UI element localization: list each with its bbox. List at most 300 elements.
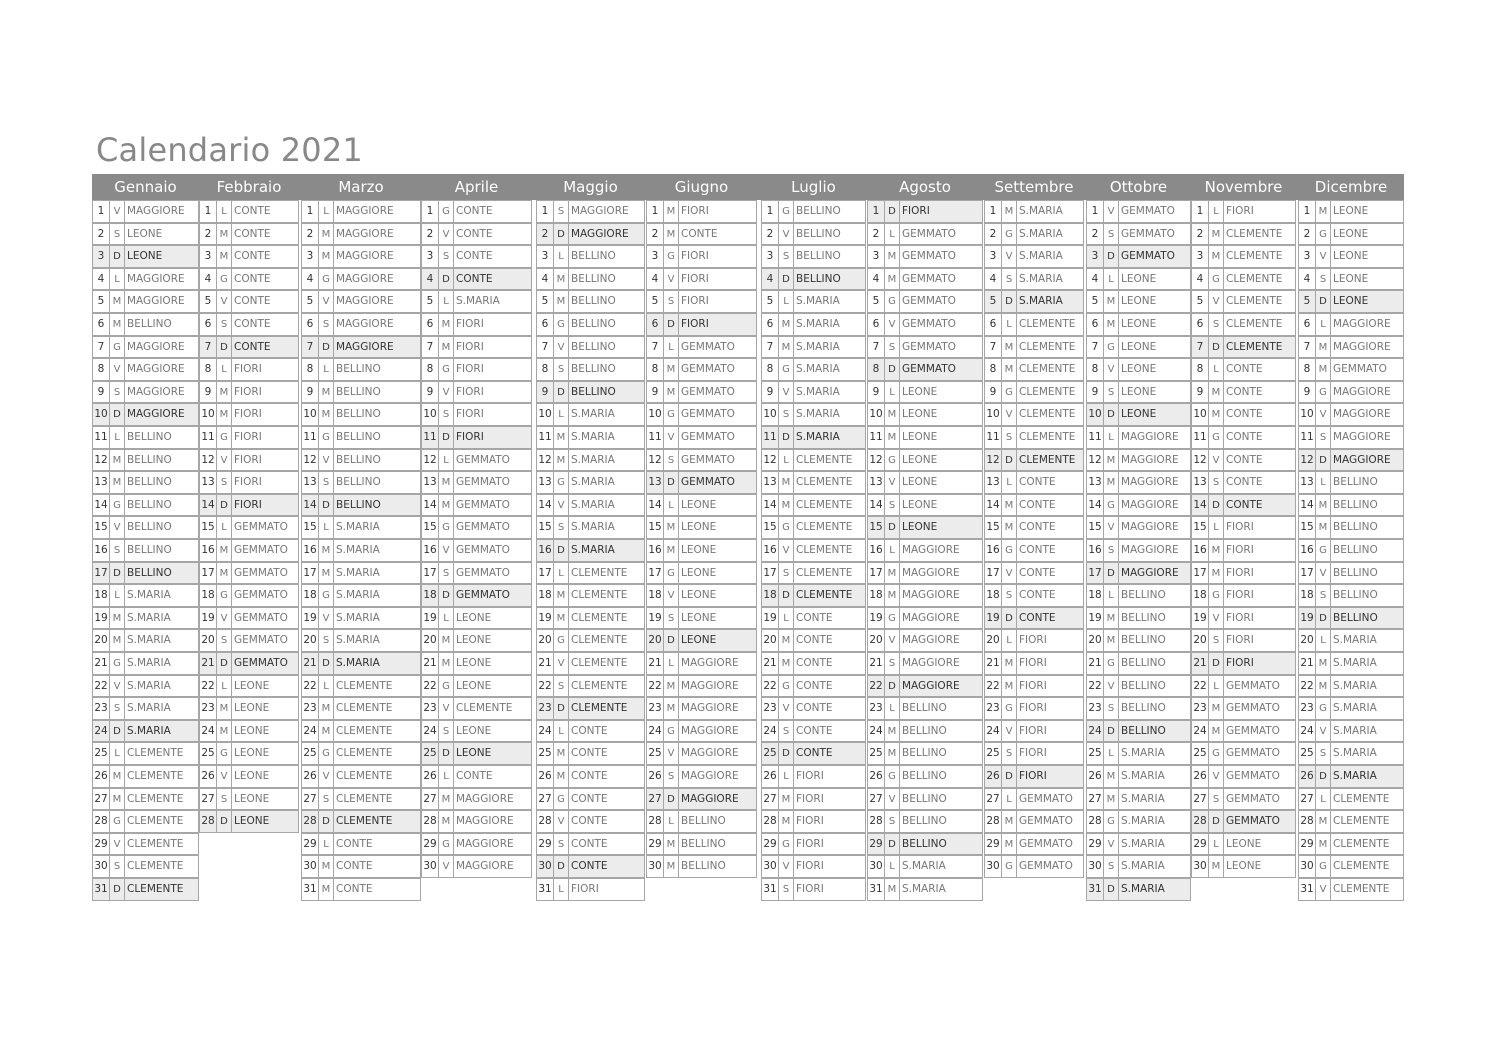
weekday-letter: M bbox=[779, 811, 794, 832]
day-row bbox=[867, 358, 983, 381]
day-row bbox=[984, 833, 1084, 856]
pharmacy-name: S.MARIA bbox=[1121, 792, 1165, 805]
weekday-letter: G bbox=[319, 743, 334, 764]
day-row bbox=[646, 562, 757, 585]
weekday-letter: L bbox=[1002, 630, 1017, 651]
day-number: 16 bbox=[1192, 540, 1209, 561]
weekday-letter: L bbox=[439, 291, 454, 312]
pharmacy-name: CONTE bbox=[234, 318, 271, 330]
weekday-letter: V bbox=[110, 834, 125, 855]
pharmacy-name: GEMMATO bbox=[681, 340, 735, 353]
weekday-letter: L bbox=[1002, 314, 1017, 335]
weekday-letter: D bbox=[1002, 766, 1017, 787]
day-row bbox=[761, 290, 866, 313]
weekday-letter: M bbox=[217, 540, 232, 561]
pharmacy-name: S.MARIA bbox=[796, 363, 840, 376]
day-row bbox=[301, 765, 421, 788]
weekday-letter: G bbox=[885, 608, 900, 629]
weekday-letter: V bbox=[1316, 404, 1331, 425]
day-number: 16 bbox=[985, 540, 1002, 561]
day-row bbox=[867, 268, 983, 291]
day-number: 19 bbox=[200, 608, 217, 629]
pharmacy-name: BELLINO bbox=[1333, 589, 1378, 602]
day-number: 2 bbox=[537, 224, 554, 245]
day-row bbox=[1086, 833, 1191, 856]
day-row bbox=[301, 290, 421, 313]
pharmacy-name: CLEMENTE bbox=[127, 837, 184, 850]
weekday-letter: G bbox=[1104, 495, 1119, 516]
pharmacy-name: BELLINO bbox=[571, 363, 616, 376]
day-number: 21 bbox=[985, 653, 1002, 674]
pharmacy-name: GEMMATO bbox=[234, 634, 288, 647]
day-row bbox=[984, 652, 1084, 675]
weekday-letter: M bbox=[1104, 291, 1119, 312]
pharmacy-name: CLEMENTE bbox=[1019, 453, 1076, 466]
pharmacy-name: LEONE bbox=[902, 453, 938, 466]
day-number: 18 bbox=[93, 585, 110, 606]
pharmacy-name: GEMMATO bbox=[681, 408, 735, 421]
day-row bbox=[1086, 788, 1191, 811]
day-row bbox=[646, 268, 757, 291]
weekday-letter: G bbox=[1316, 856, 1331, 877]
weekday-letter: L bbox=[110, 585, 125, 606]
day-number: 15 bbox=[422, 517, 439, 538]
weekday-letter: D bbox=[554, 856, 569, 877]
day-row bbox=[1298, 494, 1404, 517]
pharmacy-name: S.MARIA bbox=[1333, 634, 1377, 647]
day-row bbox=[1086, 810, 1191, 833]
weekday-letter: M bbox=[1104, 608, 1119, 629]
weekday-letter: V bbox=[319, 450, 334, 471]
day-number: 25 bbox=[762, 743, 779, 764]
day-row bbox=[421, 742, 532, 765]
weekday-letter: G bbox=[885, 450, 900, 471]
day-number: 22 bbox=[422, 676, 439, 697]
weekday-letter: D bbox=[1209, 811, 1224, 832]
day-row bbox=[199, 629, 299, 652]
pharmacy-name: CONTE bbox=[234, 340, 271, 353]
pharmacy-name: CLEMENTE bbox=[796, 589, 853, 602]
pharmacy-name: CONTE bbox=[1019, 544, 1056, 556]
pharmacy-name: CONTE bbox=[456, 227, 493, 240]
day-row bbox=[1086, 494, 1191, 517]
weekday-letter: G bbox=[110, 337, 125, 358]
day-row bbox=[1191, 381, 1296, 404]
pharmacy-name: LEONE bbox=[681, 566, 717, 579]
day-number: 3 bbox=[200, 246, 217, 267]
day-number: 15 bbox=[1087, 517, 1104, 538]
weekday-letter: S bbox=[1002, 427, 1017, 448]
pharmacy-name: BELLINO bbox=[1121, 702, 1166, 715]
weekday-letter: D bbox=[554, 382, 569, 403]
weekday-letter: D bbox=[1002, 608, 1017, 629]
day-row bbox=[421, 765, 532, 788]
weekday-letter: V bbox=[779, 540, 794, 561]
day-number: 1 bbox=[1299, 201, 1316, 222]
day-row bbox=[867, 223, 983, 246]
weekday-letter: M bbox=[319, 382, 334, 403]
weekday-letter: L bbox=[1002, 472, 1017, 493]
day-number: 9 bbox=[302, 382, 319, 403]
weekday-letter: M bbox=[319, 540, 334, 561]
pharmacy-name: BELLINO bbox=[796, 250, 841, 263]
weekday-letter: G bbox=[885, 291, 900, 312]
day-number: 22 bbox=[537, 676, 554, 697]
pharmacy-name: BELLINO bbox=[902, 724, 947, 737]
day-row bbox=[421, 200, 532, 223]
day-number: 20 bbox=[200, 630, 217, 651]
day-row bbox=[984, 245, 1084, 268]
day-row bbox=[984, 810, 1084, 833]
weekday-letter: G bbox=[439, 359, 454, 380]
day-row bbox=[301, 584, 421, 607]
pharmacy-name: S.MARIA bbox=[1121, 770, 1165, 782]
day-number: 25 bbox=[1087, 743, 1104, 764]
pharmacy-name: CLEMENTE bbox=[336, 702, 393, 715]
day-row bbox=[1298, 245, 1404, 268]
weekday-letter: S bbox=[217, 789, 232, 810]
pharmacy-name: LEONE bbox=[456, 679, 492, 692]
pharmacy-name: LEONE bbox=[234, 770, 270, 782]
pharmacy-name: CONTE bbox=[456, 272, 493, 285]
pharmacy-name: MAGGIORE bbox=[336, 250, 394, 263]
day-row bbox=[761, 878, 866, 901]
pharmacy-name: CONTE bbox=[796, 724, 833, 737]
weekday-letter: M bbox=[885, 743, 900, 764]
pharmacy-name: GEMMATO bbox=[234, 657, 288, 669]
weekday-letter: M bbox=[885, 269, 900, 290]
day-number: 23 bbox=[422, 698, 439, 719]
day-number: 27 bbox=[93, 789, 110, 810]
day-row bbox=[92, 494, 199, 517]
day-row bbox=[1086, 697, 1191, 720]
day-row bbox=[984, 494, 1084, 517]
pharmacy-name: CLEMENTE bbox=[1226, 318, 1283, 330]
day-number: 30 bbox=[302, 856, 319, 877]
pharmacy-name: S.MARIA bbox=[571, 544, 615, 556]
day-row bbox=[92, 471, 199, 494]
day-number: 11 bbox=[985, 427, 1002, 448]
weekday-letter: M bbox=[1002, 653, 1017, 674]
pharmacy-name: GEMMATO bbox=[456, 566, 510, 579]
day-number: 1 bbox=[302, 201, 319, 222]
day-number: 10 bbox=[1299, 404, 1316, 425]
weekday-letter: M bbox=[554, 608, 569, 629]
day-number: 7 bbox=[422, 337, 439, 358]
day-number: 16 bbox=[537, 540, 554, 561]
day-row bbox=[984, 675, 1084, 698]
pharmacy-name: CONTE bbox=[234, 205, 271, 217]
weekday-letter: D bbox=[110, 404, 125, 425]
day-row bbox=[761, 584, 866, 607]
weekday-letter: L bbox=[217, 201, 232, 222]
weekday-letter: M bbox=[217, 382, 232, 403]
day-number: 23 bbox=[1192, 698, 1209, 719]
weekday-letter: M bbox=[110, 608, 125, 629]
day-row bbox=[92, 742, 199, 765]
day-row bbox=[761, 494, 866, 517]
pharmacy-name: FIORI bbox=[456, 408, 484, 421]
day-number: 9 bbox=[200, 382, 217, 403]
pharmacy-name: S.MARIA bbox=[1333, 657, 1377, 669]
pharmacy-name: MAGGIORE bbox=[571, 205, 629, 217]
day-row bbox=[1191, 675, 1296, 698]
month-name: Gennaio bbox=[114, 178, 177, 196]
day-number: 16 bbox=[868, 540, 885, 561]
pharmacy-name: CONTE bbox=[1226, 453, 1263, 466]
day-row bbox=[984, 629, 1084, 652]
day-number: 22 bbox=[647, 676, 664, 697]
pharmacy-name: CLEMENTE bbox=[127, 747, 184, 760]
day-row bbox=[1298, 652, 1404, 675]
pharmacy-name: MAGGIORE bbox=[456, 860, 514, 873]
day-number: 21 bbox=[868, 653, 885, 674]
day-row bbox=[761, 720, 866, 743]
day-number: 10 bbox=[1087, 404, 1104, 425]
day-number: 10 bbox=[1192, 404, 1209, 425]
weekday-letter: L bbox=[1316, 314, 1331, 335]
day-row bbox=[761, 245, 866, 268]
pharmacy-name: S.MARIA bbox=[1019, 295, 1063, 308]
day-row bbox=[984, 449, 1084, 472]
weekday-letter: V bbox=[885, 789, 900, 810]
day-number: 22 bbox=[1192, 676, 1209, 697]
day-row bbox=[867, 720, 983, 743]
day-row bbox=[92, 652, 199, 675]
day-row bbox=[92, 833, 199, 856]
pharmacy-name: BELLINO bbox=[127, 476, 172, 489]
day-number: 19 bbox=[985, 608, 1002, 629]
pharmacy-name: LEONE bbox=[902, 385, 938, 398]
day-row bbox=[761, 358, 866, 381]
pharmacy-name: S.MARIA bbox=[1121, 747, 1165, 760]
pharmacy-name: BELLINO bbox=[902, 747, 947, 760]
day-number: 27 bbox=[537, 789, 554, 810]
day-number: 29 bbox=[93, 834, 110, 855]
pharmacy-name: BELLINO bbox=[681, 815, 726, 828]
pharmacy-name: BELLINO bbox=[1333, 521, 1378, 534]
day-number: 8 bbox=[302, 359, 319, 380]
pharmacy-name: MAGGIORE bbox=[336, 340, 394, 353]
weekday-letter: S bbox=[217, 630, 232, 651]
day-number: 25 bbox=[93, 743, 110, 764]
day-row bbox=[867, 516, 983, 539]
day-number: 4 bbox=[200, 269, 217, 290]
weekday-letter: L bbox=[1209, 676, 1224, 697]
weekday-letter: M bbox=[554, 450, 569, 471]
weekday-letter: L bbox=[554, 404, 569, 425]
weekday-letter: V bbox=[1209, 450, 1224, 471]
weekday-letter: S bbox=[779, 246, 794, 267]
day-row bbox=[92, 200, 199, 223]
weekday-letter: G bbox=[885, 766, 900, 787]
weekday-letter: G bbox=[1316, 224, 1331, 245]
pharmacy-name: S.MARIA bbox=[1019, 250, 1063, 263]
weekday-letter: V bbox=[439, 540, 454, 561]
day-number: 28 bbox=[302, 811, 319, 832]
pharmacy-name: GEMMATO bbox=[1019, 860, 1073, 873]
day-row bbox=[1086, 290, 1191, 313]
day-number: 3 bbox=[1299, 246, 1316, 267]
day-number: 17 bbox=[1192, 563, 1209, 584]
day-number: 18 bbox=[200, 585, 217, 606]
day-number: 13 bbox=[302, 472, 319, 493]
day-number: 27 bbox=[200, 789, 217, 810]
day-row bbox=[301, 855, 421, 878]
weekday-letter: M bbox=[1209, 246, 1224, 267]
day-number: 29 bbox=[1299, 834, 1316, 855]
day-row bbox=[984, 290, 1084, 313]
day-row bbox=[1086, 629, 1191, 652]
weekday-letter: L bbox=[1104, 585, 1119, 606]
day-number: 25 bbox=[985, 743, 1002, 764]
day-number: 4 bbox=[302, 269, 319, 290]
pharmacy-name: MAGGIORE bbox=[127, 385, 185, 398]
day-number: 14 bbox=[93, 495, 110, 516]
weekday-letter: D bbox=[319, 337, 334, 358]
day-row bbox=[199, 584, 299, 607]
weekday-letter: S bbox=[1316, 585, 1331, 606]
weekday-letter: V bbox=[1316, 246, 1331, 267]
weekday-letter: S bbox=[664, 450, 679, 471]
weekday-letter: V bbox=[319, 291, 334, 312]
weekday-letter: V bbox=[885, 630, 900, 651]
day-number: 5 bbox=[647, 291, 664, 312]
weekday-letter: L bbox=[554, 246, 569, 267]
day-number: 10 bbox=[302, 404, 319, 425]
weekday-letter: V bbox=[1002, 563, 1017, 584]
day-row bbox=[1298, 833, 1404, 856]
day-row bbox=[1086, 720, 1191, 743]
weekday-letter: S bbox=[319, 314, 334, 335]
pharmacy-name: BELLINO bbox=[1333, 544, 1378, 556]
pharmacy-name: MAGGIORE bbox=[902, 589, 960, 602]
day-row bbox=[1191, 403, 1296, 426]
weekday-letter: M bbox=[1002, 676, 1017, 697]
day-row bbox=[1086, 381, 1191, 404]
day-number: 27 bbox=[302, 789, 319, 810]
pharmacy-name: BELLINO bbox=[127, 544, 172, 556]
day-number: 7 bbox=[1299, 337, 1316, 358]
weekday-letter: G bbox=[779, 834, 794, 855]
weekday-letter: L bbox=[217, 676, 232, 697]
pharmacy-name: MAGGIORE bbox=[681, 747, 739, 760]
weekday-letter: S bbox=[664, 291, 679, 312]
day-row bbox=[984, 358, 1084, 381]
pharmacy-name: CONTE bbox=[456, 250, 493, 263]
weekday-letter: L bbox=[1209, 359, 1224, 380]
day-number: 18 bbox=[537, 585, 554, 606]
pharmacy-name: CLEMENTE bbox=[336, 747, 393, 760]
day-row bbox=[761, 336, 866, 359]
weekday-letter: G bbox=[1002, 224, 1017, 245]
day-row bbox=[646, 629, 757, 652]
day-row bbox=[536, 788, 645, 811]
weekday-letter: S bbox=[554, 834, 569, 855]
day-row bbox=[646, 426, 757, 449]
weekday-letter: M bbox=[1316, 495, 1331, 516]
day-row bbox=[199, 290, 299, 313]
weekday-letter: M bbox=[110, 450, 125, 471]
day-row bbox=[646, 245, 757, 268]
day-number: 4 bbox=[422, 269, 439, 290]
day-number: 18 bbox=[302, 585, 319, 606]
weekday-letter: G bbox=[319, 427, 334, 448]
day-row bbox=[1298, 381, 1404, 404]
day-number: 20 bbox=[762, 630, 779, 651]
day-number: 20 bbox=[1192, 630, 1209, 651]
day-row bbox=[1191, 629, 1296, 652]
day-row bbox=[1086, 516, 1191, 539]
day-row bbox=[421, 788, 532, 811]
day-row bbox=[301, 336, 421, 359]
weekday-letter: D bbox=[110, 721, 125, 742]
month-name: Settembre bbox=[994, 178, 1074, 196]
pharmacy-name: S.MARIA bbox=[456, 295, 500, 308]
weekday-letter: M bbox=[1104, 766, 1119, 787]
day-row bbox=[536, 629, 645, 652]
day-number: 2 bbox=[868, 224, 885, 245]
weekday-letter: D bbox=[1316, 450, 1331, 471]
pharmacy-name: GEMMATO bbox=[1121, 205, 1175, 217]
pharmacy-name: CLEMENTE bbox=[1019, 408, 1076, 421]
weekday-letter: L bbox=[779, 450, 794, 471]
day-row bbox=[867, 494, 983, 517]
pharmacy-name: GEMMATO bbox=[234, 544, 288, 556]
day-number: 21 bbox=[93, 653, 110, 674]
day-row bbox=[536, 584, 645, 607]
day-row bbox=[1191, 471, 1296, 494]
month-name: Giugno bbox=[674, 178, 729, 196]
day-number: 16 bbox=[302, 540, 319, 561]
pharmacy-name: GEMMATO bbox=[456, 453, 510, 466]
pharmacy-name: S.MARIA bbox=[1121, 815, 1165, 828]
day-number: 28 bbox=[1192, 811, 1209, 832]
weekday-letter: D bbox=[779, 427, 794, 448]
month-header-bar bbox=[92, 174, 1404, 200]
day-number: 30 bbox=[1087, 856, 1104, 877]
weekday-letter: V bbox=[554, 495, 569, 516]
pharmacy-name: MAGGIORE bbox=[336, 272, 394, 285]
weekday-letter: G bbox=[319, 585, 334, 606]
day-number: 24 bbox=[302, 721, 319, 742]
day-number: 15 bbox=[647, 517, 664, 538]
day-row bbox=[1086, 268, 1191, 291]
pharmacy-name: S.MARIA bbox=[336, 566, 380, 579]
day-number: 9 bbox=[762, 382, 779, 403]
weekday-letter: V bbox=[664, 269, 679, 290]
weekday-letter: D bbox=[319, 811, 334, 832]
day-row bbox=[761, 471, 866, 494]
pharmacy-name: MAGGIORE bbox=[1121, 453, 1179, 466]
day-row bbox=[984, 765, 1084, 788]
day-row bbox=[1191, 539, 1296, 562]
day-number: 23 bbox=[1087, 698, 1104, 719]
pharmacy-name: GEMMATO bbox=[456, 498, 510, 511]
pharmacy-name: LEONE bbox=[902, 521, 938, 534]
day-row bbox=[301, 629, 421, 652]
pharmacy-name: CLEMENTE bbox=[1226, 250, 1283, 263]
weekday-letter: V bbox=[217, 450, 232, 471]
weekday-letter: L bbox=[319, 359, 334, 380]
day-row bbox=[421, 697, 532, 720]
pharmacy-name: FIORI bbox=[1019, 702, 1047, 715]
pharmacy-name: CLEMENTE bbox=[796, 476, 853, 489]
day-row bbox=[984, 742, 1084, 765]
day-number: 5 bbox=[1192, 291, 1209, 312]
pharmacy-name: LEONE bbox=[234, 679, 270, 692]
weekday-letter: M bbox=[885, 721, 900, 742]
